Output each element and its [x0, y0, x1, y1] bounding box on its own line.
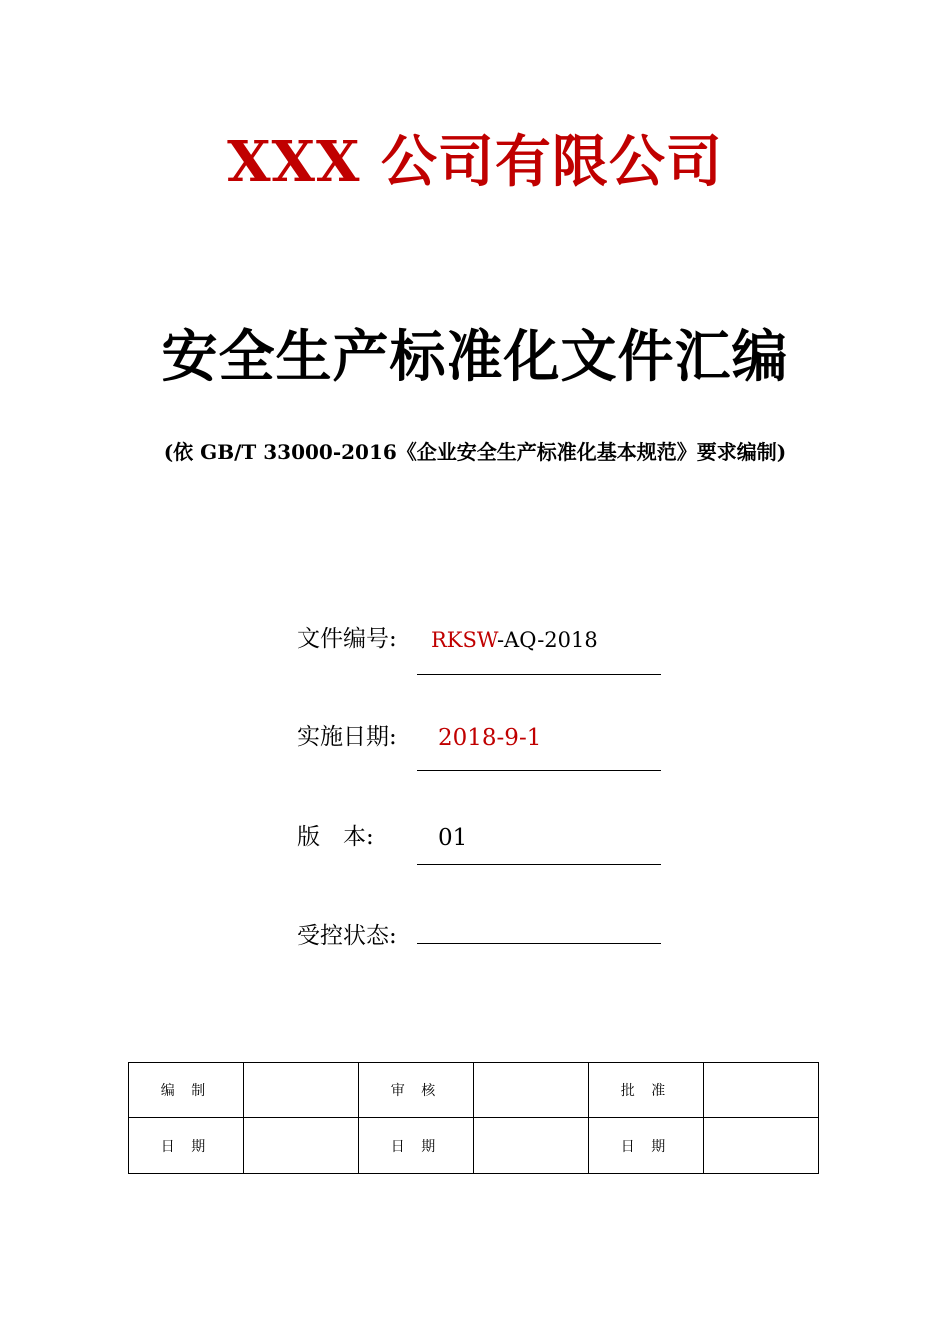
control-status-underline [417, 943, 661, 944]
doc-number-value [431, 625, 598, 655]
company-name: XXX 公司有限公司 [227, 129, 723, 195]
doc-number-underline [417, 674, 661, 675]
document-subtitle: (依 GB/T 33000-2016《企业安全生产标准化基本规范》要求编制) [163, 440, 787, 464]
approval-row-signoff [129, 1063, 819, 1118]
doc-number-prefix: RKSW [431, 628, 497, 652]
doc-number-label: 文件编号: [297, 626, 397, 652]
value-reviewed-by [474, 1063, 589, 1118]
label-compile-date: 日 期 [129, 1118, 244, 1174]
approval-table [128, 1062, 819, 1174]
effective-date-underline [417, 770, 661, 771]
effective-date-field [297, 722, 667, 772]
version-underline [417, 864, 661, 865]
effective-date-label: 实施日期: [297, 724, 397, 750]
doc-number-suffix: -AQ-2018 [496, 628, 598, 652]
approval-row-dates [129, 1118, 819, 1174]
label-reviewed-by: 审 核 [359, 1063, 474, 1118]
effective-date-value: 2018-9-1 [438, 725, 542, 751]
value-approved-by [704, 1063, 819, 1118]
value-compiled-by [244, 1063, 359, 1118]
version-value: 01 [438, 825, 468, 851]
value-compile-date [244, 1118, 359, 1174]
version-field [297, 822, 667, 872]
label-approve-date: 日 期 [589, 1118, 704, 1174]
label-approved-by: 批 准 [589, 1063, 704, 1118]
label-compiled-by: 编 制 [129, 1063, 244, 1118]
doc-number-field [297, 624, 667, 674]
value-approve-date [704, 1118, 819, 1174]
document-title: 安全生产标准化文件汇编 [161, 325, 789, 390]
value-review-date [474, 1118, 589, 1174]
version-label: 版 本: [297, 824, 374, 850]
control-status-field [297, 921, 667, 971]
label-review-date: 日 期 [359, 1118, 474, 1174]
control-status-label: 受控状态: [297, 923, 397, 949]
